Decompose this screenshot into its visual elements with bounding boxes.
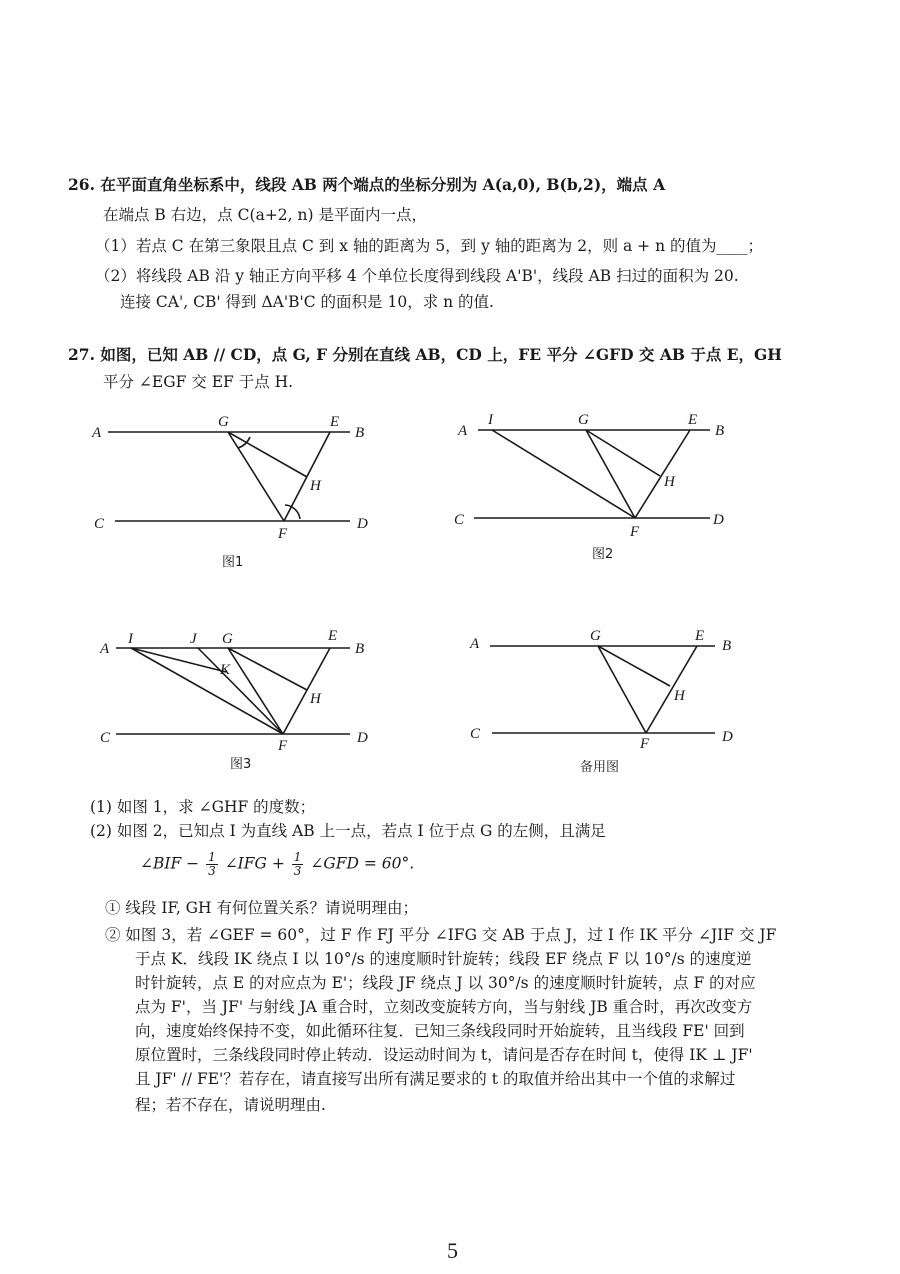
- fraction-1-num: 1: [208, 850, 216, 864]
- fig1-label-f: F: [278, 526, 288, 542]
- fraction-2-den: 3: [293, 864, 302, 878]
- q27-sub2-l5: 向，速度始终保持不变，如此循环往复．已知三条线段同时开始旋转，且当线段 FE' 回到: [135, 1022, 745, 1040]
- fig2-label-h: H: [664, 474, 675, 490]
- fig1-label-h: H: [310, 478, 321, 494]
- formula-start: ∠BIF −: [140, 854, 200, 873]
- fig3-label-b: B: [355, 641, 365, 657]
- fig3-label-c: C: [100, 730, 111, 746]
- fig4-label-a: A: [470, 636, 480, 652]
- page-number: 5: [447, 1238, 458, 1263]
- q26-line1: 26. 在平面直角坐标系中，线段 AB 两个端点的坐标分别为 A(a,0), B(b,2)，端点 A: [68, 175, 666, 194]
- fig2-label-b: B: [715, 423, 725, 439]
- fraction-1: [206, 851, 218, 878]
- fig4-label-d: D: [722, 729, 733, 745]
- fig1-caption: 图1: [222, 555, 244, 570]
- fig2-label-a: A: [458, 423, 468, 439]
- q26-part2: （2）将线段 AB 沿 y 轴正方向平移 4 个单位长度得到线段 A'B'，线段 AB 扫过的面积为 20.: [95, 267, 739, 285]
- fig3-label-k: K: [220, 662, 231, 678]
- fig1-label-e: E: [330, 414, 340, 430]
- fig1-label-a: A: [92, 425, 102, 441]
- fraction-2: [292, 851, 304, 878]
- fraction-2-num: 1: [293, 850, 302, 864]
- fraction-1-den: 3: [208, 864, 216, 878]
- fig4-label-c: C: [470, 726, 481, 742]
- fig3-label-d: D: [357, 730, 368, 746]
- fig4-caption: 备用图: [580, 760, 620, 775]
- fig4-label-f: F: [640, 736, 650, 752]
- q27-sub2-l4: 点为 F'，当 JF' 与射线 JA 重合时，立刻改变旋转方向，当与射线 JB 重合时，再次改变方: [135, 998, 753, 1016]
- q27-part1: (1) 如图 1，求 ∠GHF 的度数；: [90, 798, 316, 816]
- fig2-label-c: C: [454, 512, 465, 528]
- q27-sub2-l2: 于点 K．线段 IK 绕点 I 以 10°/s 的速度顺时针旋转；线段 EF 绕点 F 以 10°/s 的速度逆: [135, 950, 752, 968]
- q26-line2: 在端点 B 右边，点 C(a+2, n) 是平面内一点，: [103, 206, 427, 224]
- fig2-label-g: G: [578, 412, 589, 428]
- fig4-label-e: E: [695, 628, 705, 644]
- fig1-label-b: B: [355, 425, 365, 441]
- fig4-label-g: G: [590, 628, 601, 644]
- formula-mid: ∠IFG +: [224, 854, 285, 873]
- q27-sub2-l3: 时针旋转，点 E 的对应点为 E'；线段 JF 绕点 J 以 30°/s 的速度顺时针旋转，点 F 的对应: [135, 974, 756, 992]
- fig1-label-c: C: [94, 516, 105, 532]
- fig2-caption: 图2: [592, 547, 614, 562]
- fig3-label-h: H: [310, 691, 321, 707]
- fig3-label-e: E: [328, 628, 338, 644]
- q27-part2-formula: [140, 851, 414, 878]
- fig3-label-g: G: [222, 631, 233, 647]
- q26-part2-cont: 连接 CA', CB' 得到 ΔA'B'C 的面积是 10，求 n 的值.: [120, 293, 494, 311]
- q27-sub2-l1: ② 如图 3，若 ∠GEF = 60°，过 F 作 FJ 平分 ∠IFG 交 AB 于点 J，过 I 作 IK 平分 ∠JIF 交 JF: [105, 926, 777, 944]
- q27-sub2-l7: 且 JF' // FE'？若存在，请直接写出所有满足要求的 t 的取值并给出其中一个值的求解过: [135, 1070, 736, 1088]
- fig2-label-d: D: [713, 512, 724, 528]
- fig3-caption: 图3: [230, 757, 252, 772]
- fig2-label-f: F: [630, 524, 640, 540]
- fig1-label-g: G: [218, 414, 229, 430]
- fig3-label-f: F: [278, 738, 288, 754]
- q27-sub1: ① 线段 IF, GH 有何位置关系？请说明理由；: [105, 899, 418, 917]
- fig3-label-j: J: [190, 631, 197, 647]
- q26-part1: （1）若点 C 在第三象限且点 C 到 x 轴的距离为 5，到 y 轴的距离为 2，则 a + n 的值为____；: [95, 237, 763, 255]
- q27-line2: 平分 ∠EGF 交 EF 于点 H.: [103, 373, 294, 391]
- fig4-label-b: B: [722, 638, 732, 654]
- q27-sub2-l8: 程；若不存在，请说明理由.: [135, 1096, 326, 1114]
- q27-line1: 27. 如图，已知 AB // CD，点 G, F 分别在直线 AB，CD 上，FE 平分 ∠GFD 交 AB 于点 E，GH: [68, 345, 782, 364]
- fig4-seg-ef: [646, 646, 697, 733]
- fig2-label-e: E: [688, 412, 698, 428]
- q27-sub2-l6: 原位置时，三条线段同时停止转动．设运动时间为 t，请问是否存在时间 t，使得 IK ⊥ JF': [135, 1046, 753, 1064]
- fig2-label-i: I: [488, 412, 493, 428]
- q27-part2: (2) 如图 2，已知点 I 为直线 AB 上一点，若点 I 位于点 G 的左侧，且满足: [90, 822, 606, 840]
- fig3-label-a: A: [100, 641, 110, 657]
- fig1-label-d: D: [357, 516, 368, 532]
- formula-end: ∠GFD = 60°.: [310, 854, 415, 873]
- fig3-label-i: I: [128, 631, 133, 647]
- fig4-label-h: H: [674, 688, 685, 704]
